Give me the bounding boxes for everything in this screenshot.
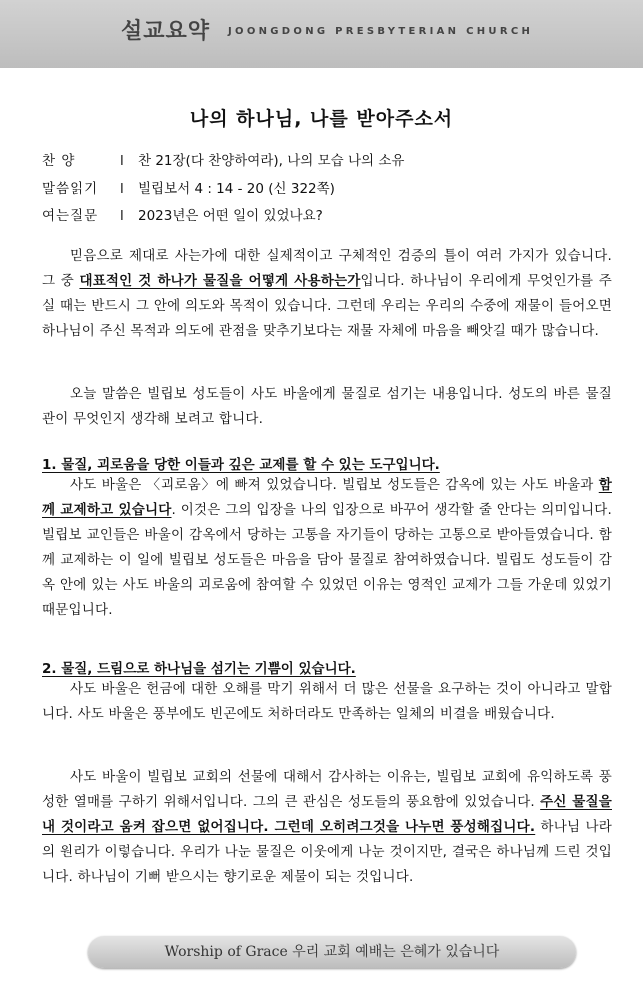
meta-separator: l	[120, 181, 124, 197]
emphasis-text: 함께 교제하고 있습니다	[42, 477, 612, 518]
meta-label: 여는질문	[42, 208, 99, 224]
meta-label: 찬 양	[42, 153, 76, 169]
emphasis-text: 대표적인 것 하나가 물질을 어떻게 사용하는가	[79, 273, 361, 289]
header-subtitle: JOONGDONG PRESBYTERIAN CHURCH	[228, 26, 534, 37]
meta-value: 찬 21장(다 찬양하여라), 나의 모습 나의 소유	[138, 153, 405, 169]
intro-paragraph-1: 믿음으로 제대로 사는가에 대한 실제적이고 구체적인 검증의 틀이 여러 가지가 있습니다. 그 중 대표적인 것 하나가 물질을 어떻게 사용하는가입니다. 하나님이 우리에게 무엇인가를 주실 때는 반드시 그 안에 의도와 목적이 있습니다. 그런데 우리는 우리의 수중에 재물이 들어오면 하나님이 주신 목적과 의도에 관점을 맞추기보다는 재물 자체에 마음을 빼앗길 때가 많습니다.	[42, 248, 612, 339]
footer-korean: 우리 교회 예배는 은혜가 있습니다	[292, 944, 500, 960]
meta-value: 빌립보서 4 : 14 - 20 (신 322쪽)	[138, 181, 335, 197]
page-header	[0, 0, 643, 68]
footer-banner	[88, 936, 576, 968]
meta-scripture	[42, 177, 335, 197]
header-title: 설교요약	[121, 19, 211, 44]
section-2-heading: 2. 물질, 드림으로 하나님을 섬기는 기쁨이 있습니다.	[42, 661, 356, 677]
section-2-paragraph-1: 사도 바울은 헌금에 대한 오해를 막기 위해서 더 많은 선물을 요구하는 것이 아니라고 말합니다. 사도 바울은 풍부에도 빈곤에도 처하더라도 만족하는 일체의 비결을 배웠습니다.	[42, 681, 612, 722]
meta-question	[42, 204, 323, 224]
intro-paragraph-2: 오늘 말씀은 빌립보 성도들이 사도 바울에게 물질로 섬기는 내용입니다. 성도의 바른 물질관이 무엇인지 생각해 보려고 합니다.	[42, 386, 612, 427]
section-1-heading: 1. 물질, 괴로움을 당한 이들과 깊은 교제를 할 수 있는 도구입니다.	[42, 457, 440, 473]
meta-separator: l	[120, 153, 124, 169]
meta-value: 2023년은 어떤 일이 있었나요?	[138, 208, 323, 224]
sermon-title: 나의 하나님, 나를 받아주소서	[189, 108, 454, 130]
emphasis-text: 주신 물질을 내 것이라고 움켜 잡으면 없어집니다. 그런데 오히려그것을 나누면 풍성해집니다.	[42, 794, 612, 835]
meta-label: 말씀읽기	[42, 181, 99, 197]
footer-english: Worship of Grace	[164, 944, 288, 960]
meta-separator: l	[120, 208, 124, 224]
section-2-paragraph-2: 사도 바울이 빌립보 교회의 선물에 대해서 감사하는 이유는, 빌립보 교회에 유익하도록 풍성한 열매를 구하기 위해서입니다. 그의 큰 관심은 성도들의 풍요함에 있었습니다. 주신 물질을 내 것이라고 움켜 잡으면 없어집니다. 그런데 오히려그것을 나누면 풍성해집니다. 하나님 나라의 원리가 이렇습니다. 우리가 나눈 물질은 이웃에게 나눈 것이지만, 결국은 하나님께 드린 것입니다. 하나님이 기뻐 받으시는 향기로운 제물이 되는 것입니다.	[42, 769, 613, 885]
section-1-paragraph: 사도 바울은 〈괴로움〉에 빠져 있었습니다. 빌립보 성도들은 감옥에 있는 사도 바울과 함께 교제하고 있습니다. 이것은 그의 입장을 나의 입장으로 바꾸어 생각할 줄 안다는 의미입니다. 빌립보 교인들은 바울이 감옥에서 당하는 고통을 자기들이 당하는 고통으로 받아들였습니다. 함께 교제하는 이 일에 빌립보 성도들은 마음을 담아 물질로 참여하였습니다. 빌립도 성도들이 감옥 안에 있는 사도 바울의 괴로움에 참여할 수 있었던 이유는 영적인 교제가 그들 가운데 있었기 때문입니다.	[42, 477, 613, 618]
meta-hymn	[42, 149, 404, 169]
